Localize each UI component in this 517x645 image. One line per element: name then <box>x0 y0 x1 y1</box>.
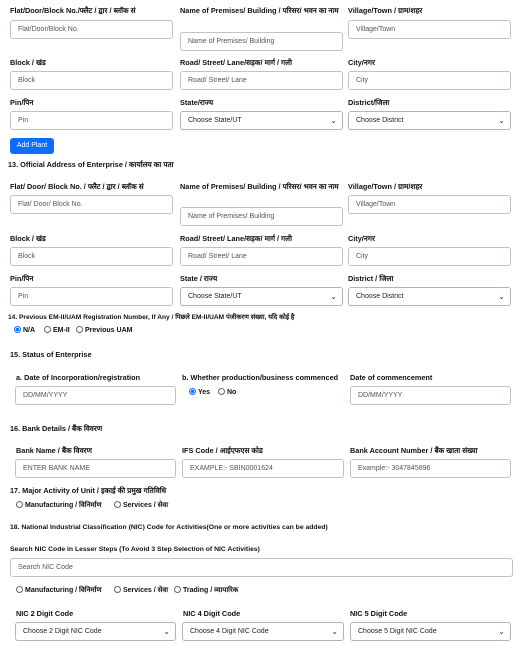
nic-services-radio[interactable] <box>114 586 168 595</box>
plant-village-label: Village/Town / ग्राम/शहर <box>348 6 423 15</box>
nic2-label: NIC 2 Digit Code <box>16 609 74 618</box>
account-number-label: Bank Account Number / बैंक खाता संख्या <box>350 446 478 455</box>
radio-no[interactable] <box>218 388 236 397</box>
plant-district-label: District/जिला <box>348 98 390 107</box>
official-pin-input[interactable]: Pin <box>10 287 173 306</box>
plant-flat-input[interactable]: Flat/Door/Block No. <box>10 20 173 39</box>
radio-icon <box>16 586 23 593</box>
nic-manufacturing-radio[interactable] <box>16 586 102 595</box>
plant-road-label: Road/ Street/ Lane/सड़क/ मार्ग / गली <box>180 58 292 67</box>
official-district-value: Choose District <box>356 293 404 300</box>
activity-manufacturing-radio[interactable] <box>16 501 102 510</box>
plant-flat-label: Flat/Door/Block No./फ्लैट / द्वार / ब्लॉक सं <box>10 6 136 15</box>
status-title: 15. Status of Enterprise <box>10 350 92 359</box>
official-district-select[interactable] <box>348 287 511 306</box>
nic5-label: NIC 5 Digit Code <box>350 609 408 618</box>
chevron-down-icon: ⌄ <box>163 627 170 636</box>
major-activity-title: 17. Major Activity of Unit / इकाई की प्रमुख गतिविधि <box>10 486 167 495</box>
official-pin-label: Pin/पिन <box>10 274 34 283</box>
plant-block-label: Block / खंड <box>10 58 46 67</box>
activity-services-radio[interactable] <box>114 501 168 510</box>
radio-yes[interactable] <box>189 388 210 397</box>
plant-pin-label: Pin/पिन <box>10 98 34 107</box>
radio-icon <box>174 586 181 593</box>
official-flat-input[interactable]: Flat/ Door/ Block No. <box>10 195 173 214</box>
radio-icon <box>218 388 225 395</box>
nic2-select[interactable] <box>15 622 176 641</box>
plant-state-label: State/राज्य <box>180 98 214 107</box>
radio-em-ii[interactable] <box>44 326 70 335</box>
bank-name-label: Bank Name / बैंक विवरण <box>16 446 92 455</box>
plant-city-input[interactable]: City <box>348 71 511 90</box>
chevron-down-icon: ⌄ <box>498 116 505 125</box>
previous-registration-title: 14. Previous EM-II/UAM Registration Number, If Any / पिछले EM-II/UAM पंजीकरण संख्या, यदि कोई है <box>8 314 295 321</box>
nic-title: 18. National Industrial Classification (NIC) Code for Activities(One or more activities can be added) <box>10 524 328 531</box>
radio-icon <box>114 501 121 508</box>
plant-district-select[interactable] <box>348 111 511 130</box>
plant-block-input[interactable]: Block <box>10 71 173 90</box>
official-village-label: Village/Town / ग्राम/शहर <box>348 182 423 191</box>
official-flat-label: Flat/ Door/ Block No. / फ्लैट / द्वार / ब्लॉक सं <box>10 182 144 191</box>
nic-trading-radio[interactable] <box>174 586 238 595</box>
radio-icon <box>16 501 23 508</box>
official-premises-label: Name of Premises/ Building / परिसर/ भवन का नाम <box>180 182 339 191</box>
commencement-date-input[interactable]: DD/MM/YYYY <box>350 386 511 405</box>
chevron-down-icon: ⌄ <box>330 116 337 125</box>
official-road-input[interactable]: Road/ Street/ Lane <box>180 247 343 266</box>
official-district-label: District / जिला <box>348 274 394 283</box>
add-plant-button[interactable]: Add Plant <box>10 138 54 154</box>
nic4-label: NIC 4 Digit Code <box>183 609 241 618</box>
plant-city-label: City/नगर <box>348 58 375 67</box>
radio-no-label: No <box>227 389 237 396</box>
official-road-label: Road/ Street/ Lane/सड़क/ मार्ग / गली <box>180 234 292 243</box>
plant-premises-label: Name of Premises/ Building / परिसर/ भवन का नाम <box>180 6 339 15</box>
bank-details-title: 16. Bank Details / बैंक विवरण <box>10 424 103 433</box>
nic-manufacturing-label: Manufacturing / विनिर्माण <box>25 587 102 594</box>
plant-state-select[interactable] <box>180 111 343 130</box>
radio-icon <box>44 326 51 333</box>
nic-services-label: Services / सेवा <box>123 587 169 594</box>
radio-icon <box>114 586 121 593</box>
official-address-title: 13. Official Address of Enterprise / कार्यालय का पता <box>8 160 174 169</box>
official-block-label: Block / खंड <box>10 234 46 243</box>
official-state-value: Choose State/UT <box>188 293 242 300</box>
account-number-input[interactable]: Example:- 3047845896 <box>350 459 511 478</box>
nic-trading-label: Trading / व्यापारिक <box>183 587 239 594</box>
chevron-down-icon: ⌄ <box>331 627 338 636</box>
chevron-down-icon: ⌄ <box>498 292 505 301</box>
production-commenced-label: b. Whether production/business commenced <box>182 373 339 382</box>
nic2-value: Choose 2 Digit NIC Code <box>23 628 102 635</box>
nic5-select[interactable] <box>350 622 511 641</box>
official-city-input[interactable]: City <box>348 247 511 266</box>
radio-em-ii-label: EM-II <box>53 327 70 334</box>
plant-village-input[interactable]: Village/Town <box>348 20 511 39</box>
nic4-select[interactable] <box>182 622 344 641</box>
official-city-label: City/नगर <box>348 234 375 243</box>
radio-icon <box>76 326 83 333</box>
commencement-date-label: Date of commencement <box>350 373 433 382</box>
radio-icon <box>189 388 196 395</box>
activity-services-label: Services / सेवा <box>123 502 169 509</box>
plant-district-value: Choose District <box>356 117 404 124</box>
chevron-down-icon: ⌄ <box>498 627 505 636</box>
official-block-input[interactable]: Block <box>10 247 173 266</box>
official-state-label: State / राज्य <box>180 274 218 283</box>
incorporation-date-label: a. Date of Incorporation/registration <box>16 373 141 382</box>
radio-yes-label: Yes <box>198 389 211 396</box>
official-state-select[interactable] <box>180 287 343 306</box>
nic-search-label: Search NIC Code in Lesser Steps (To Avoid 3 Step Selection of NIC Activities) <box>10 546 260 553</box>
plant-state-value: Choose State/UT <box>188 117 242 124</box>
plant-road-input[interactable]: Road/ Street/ Lane <box>180 71 343 90</box>
official-premises-input[interactable]: Name of Premises/ Building <box>180 207 343 226</box>
ifs-code-input[interactable]: EXAMPLE:- SBIN0001624 <box>182 459 344 478</box>
plant-premises-input[interactable]: Name of Premises/ Building <box>180 32 343 51</box>
bank-name-input[interactable]: ENTER BANK NAME <box>15 459 176 478</box>
radio-previous-uam-label: Previous UAM <box>85 327 133 334</box>
radio-na[interactable] <box>14 326 35 335</box>
radio-previous-uam[interactable] <box>76 326 132 335</box>
ifs-code-label: IFS Code / आईएफएस कोड <box>182 446 263 455</box>
nic4-value: Choose 4 Digit NIC Code <box>190 628 269 635</box>
plant-pin-input[interactable]: Pin <box>10 111 173 130</box>
incorporation-date-input[interactable]: DD/MM/YYYY <box>15 386 176 405</box>
chevron-down-icon: ⌄ <box>330 292 337 301</box>
official-village-input[interactable]: Village/Town <box>348 195 511 214</box>
nic-search-input[interactable]: Search NIC Code <box>10 558 513 577</box>
activity-manufacturing-label: Manufacturing / विनिर्माण <box>25 502 102 509</box>
radio-na-label: N/A <box>23 327 36 334</box>
nic5-value: Choose 5 Digit NIC Code <box>358 628 437 635</box>
radio-icon <box>14 326 21 333</box>
